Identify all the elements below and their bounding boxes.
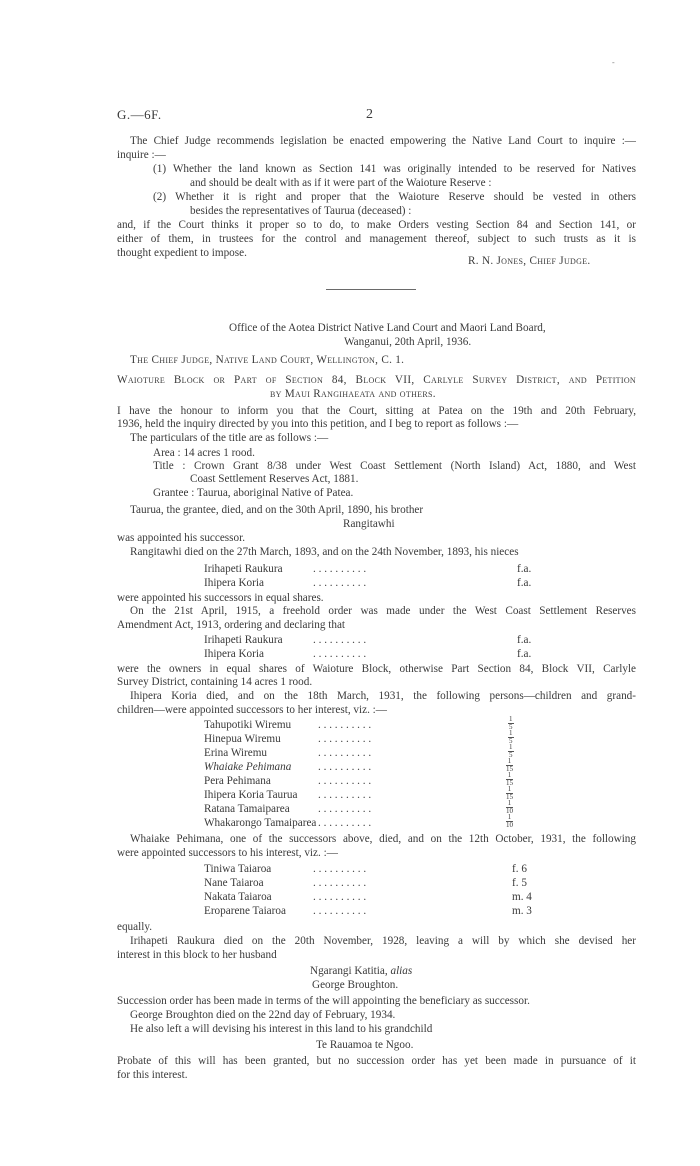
list-item: Nane Taiaroa bbox=[204, 877, 264, 889]
husband-alias-name: George Broughton. bbox=[312, 979, 399, 991]
leader-dots: . . . . . . . . . . bbox=[313, 577, 367, 589]
leader-dots: . . . . . . . . . . bbox=[313, 891, 367, 903]
leader-dots: . . . . . . . . . . bbox=[313, 634, 367, 646]
title-line-2: Coast Settlement Reserves Act, 1881. bbox=[190, 473, 359, 485]
share-fraction: $\frac{1}{15}$ bbox=[506, 771, 513, 787]
leader-dots: . . . . . . . . . . bbox=[318, 719, 372, 731]
share-fraction: $\frac{1}{10}$ bbox=[506, 813, 513, 829]
will-line: He also left a will devising his interest in this land to his grandchild bbox=[130, 1023, 433, 1035]
probate-line-1: Probate of this will has been granted, but no succession order has yet been made in pursuance of it bbox=[117, 1055, 636, 1067]
list-item-share: f. 5 bbox=[512, 877, 527, 889]
list-item: Pera Pehimana bbox=[204, 775, 271, 787]
para-1-line-1: I have the honour to inform you that the Court, sitting at Patea on the 19th and 20th February, bbox=[117, 405, 636, 417]
leader-dots: . . . . . . . . . . bbox=[318, 733, 372, 745]
list-item: Irihapeti Raukura bbox=[204, 563, 283, 575]
list-item: Tahupotiki Wiremu bbox=[204, 719, 292, 731]
leader-dots: . . . . . . . . . . bbox=[313, 905, 367, 917]
whaiake-line-1: Whaiake Pehimana, one of the successors above, died, and on the 12th October, 1931, the following bbox=[130, 833, 636, 845]
grantee-line: Grantee : Taurua, aboriginal Native of Patea. bbox=[153, 487, 354, 499]
leader-dots: . . . . . . . . . . bbox=[318, 803, 372, 815]
corner-mark: - bbox=[612, 58, 615, 67]
list-item: Ihipera Koria bbox=[204, 577, 264, 589]
list-item: Ratana Tamaiparea bbox=[204, 803, 290, 815]
probate-line-2: for this interest. bbox=[117, 1069, 188, 1081]
whaiake-line-2: were appointed successors to his interest, viz. :— bbox=[117, 847, 338, 859]
owners-line-2: Survey District, containing 14 acres 1 rood. bbox=[117, 676, 313, 688]
signature: R. N. Jones, Chief Judge. bbox=[468, 255, 591, 267]
list-item-share: m. 3 bbox=[512, 905, 532, 917]
leader-dots: . . . . . . . . . . bbox=[318, 747, 372, 759]
leader-dots: . . . . . . . . . . bbox=[313, 863, 367, 875]
freehold-line-1: On the 21st April, 1915, a freehold order was made under the West Coast Settlement Reserves bbox=[130, 605, 636, 617]
share-fraction: $\frac{1}{15}$ bbox=[506, 785, 513, 801]
list-item-share: f.a. bbox=[517, 577, 532, 589]
irihapeti-line-2: interest in this block to her husband bbox=[117, 949, 277, 961]
recommendation-body-1: and, if the Court thinks it proper so to do, to make Orders vesting Section 84 and Section 141, or bbox=[117, 219, 636, 231]
leader-dots: . . . . . . . . . . bbox=[318, 775, 372, 787]
list-item: Irihapeti Raukura bbox=[204, 634, 283, 646]
leader-dots: . . . . . . . . . . bbox=[313, 648, 367, 660]
taurua-line: Taurua, the grantee, died, and on the 30th April, 1890, his brother bbox=[130, 504, 424, 516]
list-item-share: f.a. bbox=[517, 563, 532, 575]
list-item: Eroparene Taiaroa bbox=[204, 905, 286, 917]
husband-name: Ngarangi Katitia, alias bbox=[310, 965, 413, 977]
share-fraction: $\frac{1}{5}$ bbox=[509, 743, 513, 759]
share-fraction: $\frac{1}{10}$ bbox=[506, 799, 513, 815]
recommendation-item-1-cont: and should be dealt with as if it were part of the Waioture Reserve : bbox=[190, 177, 492, 189]
recommendation-item-2-cont: besides the representatives of Taurua (deceased) : bbox=[190, 205, 412, 217]
list-item: Whakarongo Tamaiparea bbox=[204, 817, 317, 829]
george-died-line: George Broughton died on the 22nd day of February, 1934. bbox=[130, 1009, 396, 1021]
leader-dots: . . . . . . . . . . bbox=[318, 817, 372, 829]
grandchild-name: Te Rauamoa te Ngoo. bbox=[316, 1039, 414, 1051]
list-item: Ihipera Koria bbox=[204, 648, 264, 660]
subject-line-1: Waioture Block or Part of Section 84, Block VII, Carlyle Survey District, and Petition bbox=[117, 374, 636, 386]
document-reference: G.—6F. bbox=[117, 107, 162, 122]
share-fraction: $\frac{1}{15}$ bbox=[506, 757, 513, 773]
title-line-1: Title : Crown Grant 8/38 under West Coast Settlement (North Island) Act, 1880, and West bbox=[153, 460, 636, 472]
area-line: Area : 14 acres 1 rood. bbox=[153, 447, 255, 459]
succession-order-line: Succession order has been made in terms of the will appointing the beneficiary as successor. bbox=[117, 995, 530, 1007]
list-item: Whaiake Pehimana bbox=[204, 761, 292, 773]
recommendation-item-2: (2) Whether it is right and proper that the Waioture Reserve should be vested in others bbox=[153, 191, 636, 203]
list-item: Hinepua Wiremu bbox=[204, 733, 281, 745]
office-line-1: Office of the Aotea District Native Land Court and Maori Land Board, bbox=[229, 322, 546, 334]
leader-dots: . . . . . . . . . . bbox=[318, 761, 372, 773]
recommendation-intro: The Chief Judge recommends legislation be enacted empowering the Native Land Court to inquire :— bbox=[130, 135, 636, 147]
section-divider bbox=[326, 289, 416, 290]
list-item: Tiniwa Taiaroa bbox=[204, 863, 272, 875]
share-fraction: $\frac{1}{5}$ bbox=[509, 729, 513, 745]
page-number: 2 bbox=[366, 107, 373, 122]
subject-line-2: by Maui Rangihaeata and others. bbox=[270, 388, 436, 400]
successor-line: was appointed his successor. bbox=[117, 532, 246, 544]
leader-dots: . . . . . . . . . . bbox=[313, 877, 367, 889]
share-fraction: $\frac{1}{5}$ bbox=[509, 715, 513, 731]
list-item-share: f.a. bbox=[517, 634, 532, 646]
leader-dots: . . . . . . . . . . bbox=[318, 789, 372, 801]
recommendation-intro-cont: inquire :— bbox=[117, 149, 166, 161]
para-1-line-2: 1936, held the inquiry directed by you into this petition, and I beg to report as follows :— bbox=[117, 418, 519, 430]
recommendation-body-2: either of them, in trustees for the control and management thereof, subject to such trusts as it is bbox=[117, 233, 636, 245]
recommendation-body-3: thought expedient to impose. bbox=[117, 247, 247, 259]
leader-dots: . . . . . . . . . . bbox=[313, 563, 367, 575]
list-item: Nakata Taiaroa bbox=[204, 891, 272, 903]
alias-word: alias bbox=[390, 965, 413, 977]
list-item-share: f. 6 bbox=[512, 863, 527, 875]
list-item: Erina Wiremu bbox=[204, 747, 268, 759]
equal-shares-line: were appointed his successors in equal shares. bbox=[117, 592, 324, 604]
recommendation-item-1: (1) Whether the land known as Section 141 was originally intended to be reserved for Natives bbox=[153, 163, 636, 175]
equally-line: equally. bbox=[117, 921, 152, 933]
para-1-line-3: The particulars of the title are as follows :— bbox=[130, 432, 329, 444]
ihipera-line-2: children—were appointed successors to her interest, viz. :— bbox=[117, 704, 387, 716]
addressee: The Chief Judge, Native Land Court, Wellington, C. 1. bbox=[130, 354, 405, 366]
list-item: Ihipera Koria Taurua bbox=[204, 789, 298, 801]
ihipera-line-1: Ihipera Koria died, and on the 18th March, 1931, the following persons—children and grand- bbox=[130, 690, 636, 702]
owners-line-1: were the owners in equal shares of Waioture Block, otherwise Part Section 84, Block VII, Carlyle bbox=[117, 663, 636, 675]
list-item-share: f.a. bbox=[517, 648, 532, 660]
list-item-share: m. 4 bbox=[512, 891, 532, 903]
irihapeti-line-1: Irihapeti Raukura died on the 20th November, 1928, leaving a will by which she devised her bbox=[130, 935, 636, 947]
rangitawhi-name: Rangitawhi bbox=[343, 518, 395, 530]
rangitawhi-died-line: Rangitawhi died on the 27th March, 1893, and on the 24th November, 1893, his nieces bbox=[130, 546, 519, 558]
freehold-line-2: Amendment Act, 1913, ordering and declaring that bbox=[117, 619, 346, 631]
office-line-2: Wanganui, 20th April, 1936. bbox=[344, 336, 472, 348]
